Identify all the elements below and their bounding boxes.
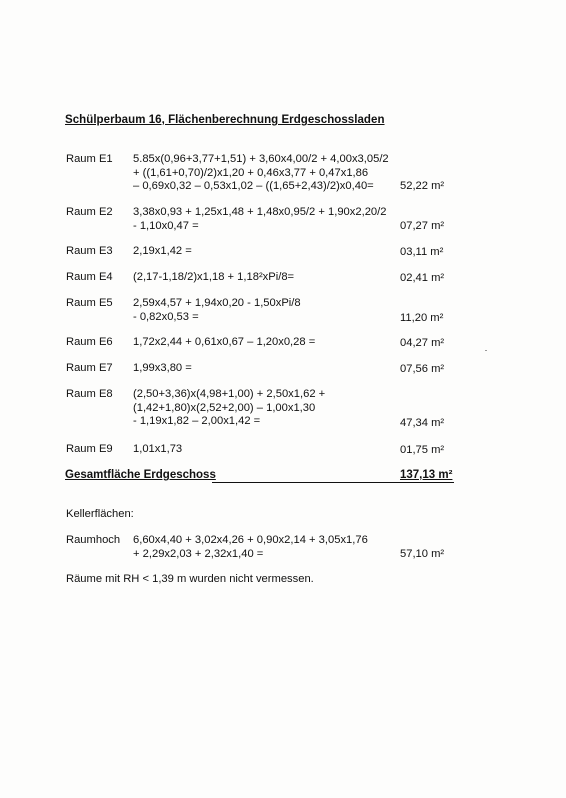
cellar-label: Raumhoch xyxy=(66,534,121,546)
room-area: 11,20 m² xyxy=(400,312,444,324)
total-area: 137,13 m² xyxy=(400,469,453,481)
room-formula xyxy=(133,336,315,350)
room-formula xyxy=(133,153,389,194)
room-area: 04,27 m² xyxy=(400,337,445,349)
room-formula xyxy=(133,245,192,259)
formula-line: 2,19x1,42 = xyxy=(133,245,192,257)
room-label: Raum E1 xyxy=(66,153,113,165)
formula-line: 1,01x1,73 xyxy=(133,443,183,455)
room-area: 02,41 m² xyxy=(400,272,445,284)
formula-line: - 1,10x0,47 = xyxy=(133,219,199,232)
formula-line: + ((1,61+0,70)/2)x1,20 + 0,46x3,77 + 0,47x1,86 xyxy=(133,166,369,179)
room-label: Raum E9 xyxy=(66,443,113,455)
room-label: Raum E7 xyxy=(66,362,113,374)
formula-line: 1,72x2,44 + 0,61x0,67 – 1,20x0,28 = xyxy=(133,336,316,348)
room-area: 01,75 m² xyxy=(400,444,445,456)
total-row xyxy=(62,469,454,485)
formula-line: - 1,19x1,82 – 2,00x1,42 = xyxy=(133,415,261,427)
room-label: Raum E3 xyxy=(66,245,113,257)
formula-line: 6,60x4,40 + 3,02x4,26 + 0,90x2,14 + 3,05x1,76 xyxy=(133,534,368,546)
room-formula xyxy=(133,388,325,429)
room-label: Raum E2 xyxy=(66,206,113,218)
room-area: 07,56 m² xyxy=(400,363,445,375)
room-formula xyxy=(133,271,294,285)
formula-line: - 0,82x0,53 = xyxy=(133,310,199,323)
room-area: 47,34 m² xyxy=(400,417,445,429)
formula-line: – 0,69x0,32 – 0,53x1,02 – ((1,65+2,43)/2)x0,40= xyxy=(133,180,374,192)
formula-line: (1,42+1,80)x(2,52+2,00) – 1,00x1,30 xyxy=(133,401,316,414)
formula-line: 2,59x4,57 + 1,94x0,20 - 1,50xPi/8 xyxy=(133,297,301,309)
cellar-area: 57,10 m² xyxy=(400,548,445,560)
formula-line: + 2,29x2,03 + 2,32x1,40 = xyxy=(133,547,264,560)
formula-line: (2,17-1,18/2)x1,18 + 1,18²xPi/8= xyxy=(133,271,295,283)
room-formula xyxy=(133,443,182,457)
scan-speck xyxy=(485,350,487,351)
footnote: Räume mit RH < 1,39 m wurden nicht vermessen. xyxy=(66,573,314,585)
cellar-formula xyxy=(133,534,368,561)
cellar-heading: Kellerflächen: xyxy=(66,508,134,520)
room-formula xyxy=(133,362,192,376)
room-label: Raum E5 xyxy=(66,297,113,309)
room-label: Raum E4 xyxy=(66,271,113,283)
formula-line: 1,99x3,80 = xyxy=(133,362,192,374)
room-area: 03,11 m² xyxy=(400,246,444,258)
room-area: 52,22 m² xyxy=(400,180,445,192)
total-label: Gesamtfläche Erdgeschoss xyxy=(65,469,216,481)
room-area: 07,27 m² xyxy=(400,220,445,232)
formula-line: 3,38x0,93 + 1,25x1,48 + 1,48x0,95/2 + 1,90x2,20/2 xyxy=(133,206,387,218)
formula-line: 5.85x(0,96+3,77+1,51) + 3,60x4,00/2 + 4,00x3,05/2 xyxy=(133,153,389,165)
room-label: Raum E8 xyxy=(66,388,113,400)
formula-line: (2,50+3,36)x(4,98+1,00) + 2,50x1,62 + xyxy=(133,388,326,400)
room-formula xyxy=(133,206,386,233)
room-label: Raum E6 xyxy=(66,336,113,348)
room-formula xyxy=(133,297,301,324)
total-rule xyxy=(212,482,454,483)
document-title: Schülperbaum 16, Flächenberechnung Erdgeschossladen xyxy=(65,114,385,126)
